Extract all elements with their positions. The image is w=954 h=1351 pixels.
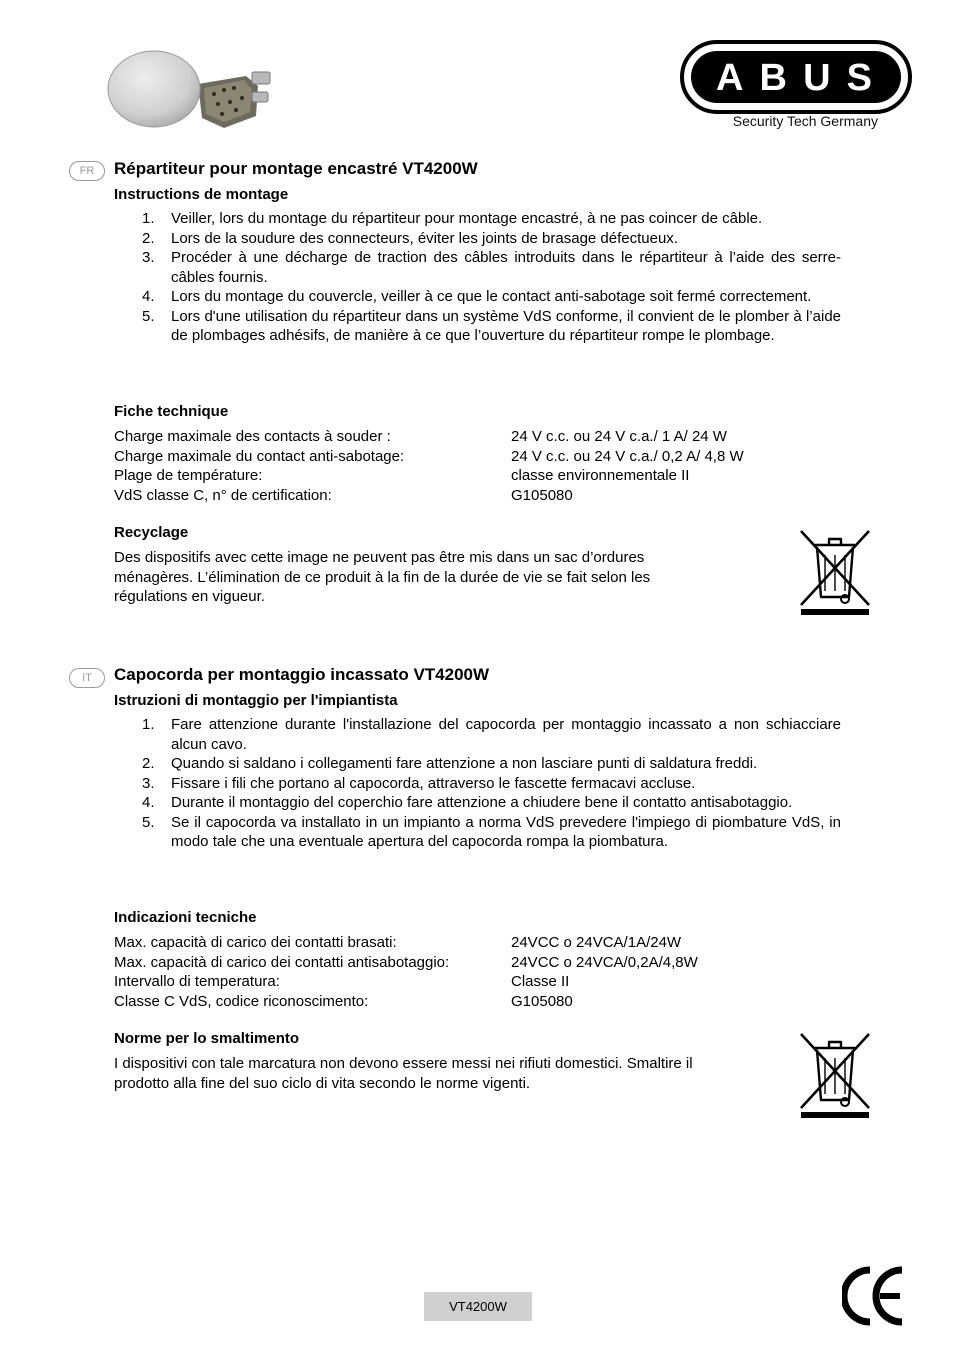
table-row	[114, 427, 744, 447]
list-item	[114, 307, 841, 346]
language-badge-it: IT	[69, 668, 105, 688]
list-item	[114, 793, 841, 813]
spec-value: G105080	[511, 486, 573, 504]
item-number: 2.	[142, 755, 155, 772]
spec-label: VdS classe C, n° de certification:	[114, 486, 332, 504]
item-number: 1.	[142, 210, 155, 227]
ce-mark-icon	[842, 1264, 906, 1328]
table-row	[114, 992, 698, 1012]
spec-label: Max. capacità di carico dei contatti brasati:	[114, 934, 397, 951]
section-title-fr: Répartiteur pour montage encastré VT4200W	[114, 159, 478, 178]
table-row	[114, 486, 744, 506]
list-item	[114, 248, 841, 287]
item-text: Fare attenzione durante l'installazione del capocorda per montaggio incassato a non schiacciare alcun cavo.	[171, 716, 841, 753]
item-text: Se il capocorda va installato in un impianto a norma VdS prevedere l'impiego di piombature VdS, in modo tale che una eventuale apertura del capocorda rompa la piombatura.	[171, 813, 841, 850]
list-item	[114, 209, 841, 229]
table-row	[114, 466, 744, 486]
text-line: ménagères. L’élimination de ce produit à la fin de la durée de vie se fait selon les	[114, 568, 651, 586]
spec-label: Plage de température:	[114, 467, 263, 484]
specs-heading-it: Indicazioni tecniche	[114, 909, 257, 926]
text-line: prodotto alla fine del suo ciclo di vita secondo le norme vigenti.	[114, 1074, 531, 1092]
instructions-heading-fr: Instructions de montage	[114, 186, 289, 203]
table-row	[114, 972, 698, 992]
section-title-it: Capocorda per montaggio incassato VT4200W	[114, 665, 490, 684]
item-number: 5.	[142, 307, 155, 325]
text-line: régulations en vigueur.	[114, 588, 265, 605]
spec-label: Classe C VdS, codice riconoscimento:	[114, 992, 369, 1010]
table-row	[114, 933, 698, 953]
list-item	[114, 229, 841, 249]
product-image	[106, 46, 276, 136]
spec-label: Charge maximale des contacts à souder :	[114, 428, 391, 445]
list-item	[114, 774, 841, 794]
item-number: 4.	[142, 794, 155, 811]
recycling-heading-it: Norme per lo smaltimento	[114, 1030, 300, 1047]
item-text: Fissare i fili che portano al capocorda, attraverso le fascette fermacavi accluse.	[171, 774, 696, 792]
item-number: 5.	[142, 813, 155, 831]
brand-tagline: Security Tech Germany	[732, 113, 878, 129]
spec-value: 24VCC o 24VCA/0,2A/4,8W	[511, 953, 698, 971]
spec-label: Max. capacità di carico dei contatti antisabotaggio:	[114, 953, 450, 971]
spec-table-it	[114, 933, 698, 1011]
table-row	[114, 447, 744, 467]
list-item	[114, 287, 841, 307]
crossed-out-wheelie-bin-icon	[795, 525, 875, 617]
spec-label: Intervallo di temperatura:	[114, 973, 280, 990]
recycling-text-it	[114, 1054, 693, 1093]
footer-model-label: VT4200W	[424, 1292, 532, 1321]
item-number: 2.	[142, 229, 155, 247]
item-text: Veiller, lors du montage du répartiteur pour montage encastré, à ne pas coincer de câble.	[171, 210, 763, 227]
list-item	[114, 813, 841, 852]
recycling-text-fr	[114, 548, 650, 607]
item-text: Lors d'une utilisation du répartiteur dans un système VdS conforme, il convient de le plomber à l’aide de plombages adhésifs, de manière à ce que l’ouverture du répartiteur rompe le plombage.	[171, 307, 841, 344]
item-number: 3.	[142, 774, 155, 792]
item-number: 4.	[142, 288, 155, 305]
table-row	[114, 953, 698, 973]
recycling-heading-fr: Recyclage	[114, 524, 189, 541]
specs-heading-fr: Fiche technique	[114, 403, 229, 420]
item-text: Procéder à une décharge de traction des câbles introduits dans le répartiteur à l’aide des serre-câbles fournis.	[171, 249, 841, 286]
item-number: 1.	[142, 716, 155, 733]
item-text: Lors de la soudure des connecteurs, éviter les joints de brasage défectueux.	[171, 229, 678, 247]
item-text: Lors du montage du couvercle, veiller à ce que le contact anti-sabotage soit fermé correctement.	[171, 288, 812, 305]
item-text: Quando si saldano i collegamenti fare attenzione a non lasciare punti di saldatura freddi.	[171, 755, 758, 772]
spec-label: Charge maximale du contact anti-sabotage:	[114, 447, 405, 465]
spec-table-fr	[114, 427, 744, 505]
list-item	[114, 715, 841, 754]
item-text: Durante il montaggio del coperchio fare attenzione a chiudere bene il contatto antisabotaggio.	[171, 794, 793, 811]
spec-value: 24VCC o 24VCA/1A/24W	[511, 934, 682, 951]
spec-value: 24 V c.c. ou 24 V c.a./ 1 A/ 24 W	[511, 428, 727, 445]
text-line: Des dispositifs avec cette image ne peuvent pas être mis dans un sac d’ordures	[114, 549, 645, 566]
abus-logo	[680, 40, 912, 114]
spec-value: Classe II	[511, 973, 570, 990]
text-line: I dispositivi con tale marcatura non devono essere messi nei rifiuti domestici. Smaltire il	[114, 1055, 693, 1072]
spec-value: 24 V c.c. ou 24 V c.a./ 0,2 A/ 4,8 W	[511, 447, 744, 465]
item-number: 3.	[142, 249, 155, 266]
language-badge-fr: FR	[69, 161, 105, 181]
crossed-out-wheelie-bin-icon	[795, 1028, 875, 1120]
spec-value: classe environnementale II	[511, 467, 690, 484]
instruction-list-fr	[114, 209, 841, 346]
spec-value: G105080	[511, 992, 573, 1010]
instruction-list-it	[114, 715, 841, 852]
list-item	[114, 754, 841, 774]
logo-text: ABUS	[716, 57, 876, 99]
instructions-heading-it: Istruzioni di montaggio per l'impiantista	[114, 692, 398, 709]
